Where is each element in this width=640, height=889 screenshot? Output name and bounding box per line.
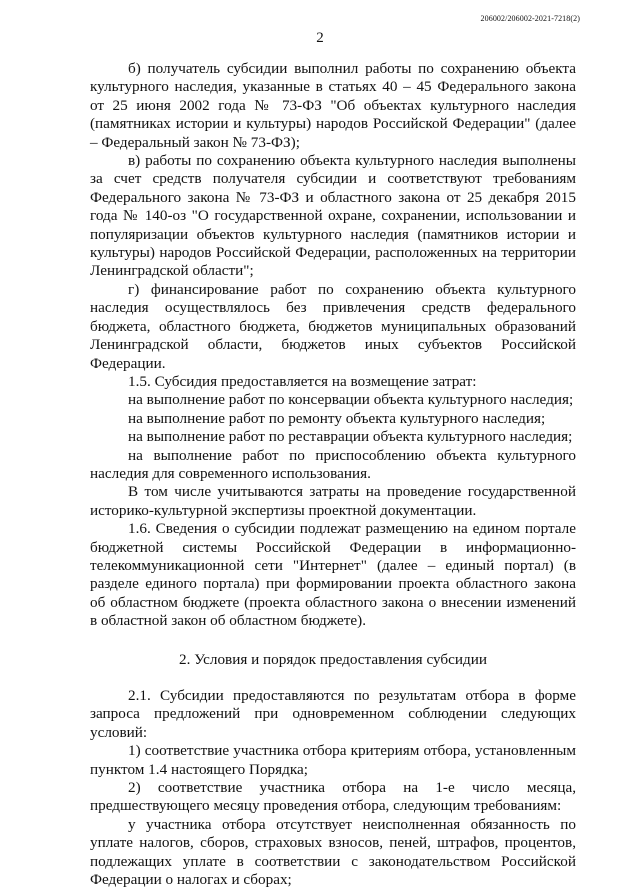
condition-1: 1) соответствие участника отбора критериям отбора, установленным пунктом 1.4 настоящего Порядка; bbox=[90, 742, 576, 778]
list-item-conservation: на выполнение работ по консервации объекта культурного наследия; bbox=[128, 391, 574, 409]
condition-2: 2) соответствие участника отбора на 1-е число месяца, предшествующего месяцу проведения отбора, следующим требованиям: bbox=[90, 779, 576, 815]
section-heading: 2. Условия и порядок предоставления субсидии bbox=[179, 650, 487, 668]
document-code: 206002/206002-2021-7218(2) bbox=[480, 14, 580, 23]
paragraph-1-6: 1.6. Сведения о субсидии подлежат размещению на едином портале бюджетной системы Российской Федерации в информационно-телекоммуникационной сети "Интернет" (далее – единый портал) (в разделе единого портала) при формировании проекта областного закона об областном бюджете (проекта областного закона о внесении изменений в областной закон об областном бюджете). bbox=[90, 520, 576, 630]
paragraph-v: в) работы по сохранению объекта культурного наследия выполнены за счет средств получателя субсидии и соответствуют требованиям Федерального закона № 73-ФЗ и областного закона от 25 декабря 2015 года № 140-оз "О государственной охране, сохранении, использовании и популяризации объектов культурного наследия (памятников истории и культуры) народов Российской Федерации, расположенных на территории Ленинградской области"; bbox=[90, 152, 576, 280]
list-item-repair: на выполнение работ по ремонту объекта культурного наследия; bbox=[128, 409, 546, 427]
list-item-adaptation: на выполнение работ по приспособлению объекта культурного наследия для современного использования. bbox=[90, 446, 576, 482]
document-body bbox=[90, 60, 576, 889]
list-item-restoration: на выполнение работ по реставрации объекта культурного наследия; bbox=[128, 428, 573, 446]
page-number: 2 bbox=[316, 30, 324, 46]
requirement-taxes: у участника отбора отсутствует неисполненная обязанность по уплате налогов, сборов, страховых взносов, пеней, штрафов, процентов, подлежащих уплате в соответствии с законодательством Российской Федерации о налогах и сборах; bbox=[90, 815, 576, 889]
paragraph-b: б) получатель субсидии выполнил работы по сохранению объекта культурного наследия, указанные в статьях 40 – 45 Федерального закона от 25 июня 2002 года № 73-ФЗ "Об объектах культурного наследия (памятниках истории и культуры) народов Российской Федерации" (далее – Федеральный закон № 73-ФЗ); bbox=[90, 60, 576, 151]
paragraph-1-5: 1.5. Субсидия предоставляется на возмещение затрат: bbox=[128, 372, 477, 390]
paragraph-2-1: 2.1. Субсидии предоставляются по результатам отбора в форме запроса предложений при одновременном соблюдении следующих условий: bbox=[90, 687, 576, 741]
paragraph-g: г) финансирование работ по сохранению объекта культурного наследия осуществлялось без привлечения средств федерального бюджета, областного бюджета, бюджетов муниципальных образований Ленинградской области, бюджетов иных субъектов Российской Федерации. bbox=[90, 280, 576, 372]
paragraph-expertise: В том числе учитываются затраты на проведение государственной историко-культурной экспертизы проектной документации. bbox=[90, 483, 576, 519]
